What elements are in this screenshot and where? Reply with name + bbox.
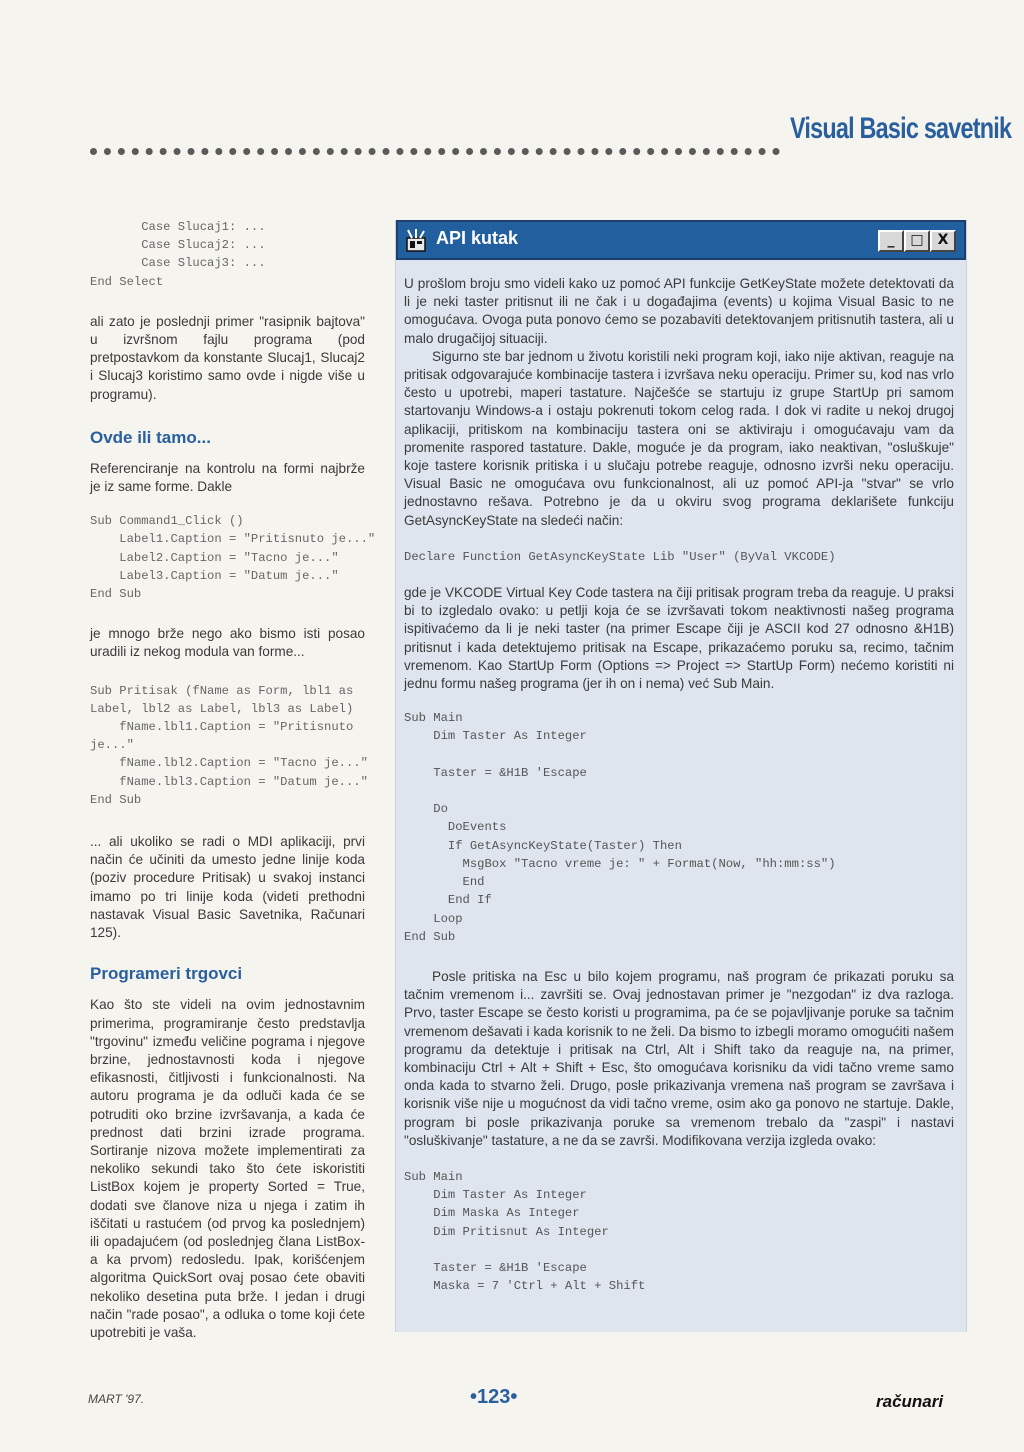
paragraph-rasipnik: ali zato je poslednji primer "rasipnik bajtova" u izvršnom fajlu programa (pod pretpostavkom da konstante Slucaj1, Slucaj2 i Slucaj3 koristimo samo ovde i nigde više u programu). xyxy=(90,313,365,402)
window-title: API kutak xyxy=(436,228,519,248)
header-title: Visual Basic savetnik xyxy=(790,112,1012,145)
heading-programeri-trgovci: Programeri trgovci xyxy=(90,964,243,984)
close-button[interactable]: X xyxy=(930,230,956,252)
paragraph-mdi: ... ali ukoliko se radi o MDI aplikaciji, prvi način će učiniti da umesto jedne linije koda (poziv procedure Pritisak) u svakoj instanci imamo po tri linije koda (videti prethodni nastavak Visual Basic Savetnika, Računari 125). xyxy=(90,834,365,941)
page-number: •123• xyxy=(470,1386,518,1408)
paragraph-getkeystate: U prošlom broju smo videli kako uz pomoć API funkcije GetKeyState možete detektovati da li je neki taster pritisnut ili ne čak i u događajima (events) u kojima Visual Basic to ne omogućava. Ovoga puta ponovo ćemo se pozabaviti detektovanjem pritisnutih tastera, ali u malo drugačijoj situaciji. xyxy=(404,276,954,346)
code-sub-main-1: Sub Main Dim Taster As Integer Taster = &H1B 'Escape Do DoEvents If GetAsyncKeyState(Taster) Then MsgBox "Tacno vreme je: " + Format(Now, "hh:mm:ss") End End If Loop End Sub xyxy=(404,711,836,944)
paragraph-referenciranje: Referenciranje na kontrolu na formi najbrže je iz same forme. Dakle xyxy=(90,460,365,495)
left-column xyxy=(90,218,376,1342)
header-dotted-rule xyxy=(90,128,780,155)
api-kutak-content xyxy=(404,275,954,1295)
paragraph-posle-pritiska: Posle pritiska na Esc u bilo kojem programu, naš program će prikazati poruku sa tačnim vremenom i... završiti se. Ovaj jednostavan primer je "nezgodan" iz dva razloga. Prvo, taster Escape se često koristi u programima, pa će se pojavljivanje poruke sa tačnim vremenom dešavati i kada korisnik to ne želi. Da bismo to izbegli moramo omogućiti našem programu da detektuje i pritisak na Ctrl, Alt i Shift tako da reaguje na, na primer, kombinaciju Ctrl + Alt + Shift + Esc, što omogućava korisniku da vidi tačno vreme samo onda kada to stvarno želi. Drugo, posle prikazivanja vremena naš program se završava i korisnik više nije u mogućnost da vidi tačno vreme, osim ako ga ponovo ne startuje. Dakle, program bi posle prikazivanja poruke sa vremenom trebalo da "zaspi" i nastavi "osluškivanje" tastature, a ne da se završi. Modifikovana verzija izgleda ovako: xyxy=(404,968,954,1148)
paragraph-trgovina: Kao što ste videli na ovim jednostavnim primerima, programiranje često predstavlja "trgovinu" između veličine pograma i njegove brzine, jednostavnosti koda i njegove efikasnosti, čitljivosti i funkcionalnosti. Na autoru programa je da odluči kada će se potruditi oko brzine izvršavanja, a kada će prednost dati brzini izrade programa. Sortiranje nizova možete implementirati za nekoliko sekundi tako što ćete iskoristiti ListBox kojem je property Sorted = True, dodati sve članove niza u njega i zatim ih iščitati u rastućem (od prvog ka poslednjem) ili opadajućem (od poslednjeg člana ListBox-a ka prvom) redosledu. Ipak, korišćenjem algoritma QuickSort ovaj posao ćete obaviti nekoliko desetina puta brže. I jedan i drugi način "rade posao", a odluka o tome koji ćete upotrebiti je vaša. xyxy=(90,997,365,1340)
maximize-button[interactable]: □ xyxy=(904,230,930,252)
computer-icon xyxy=(404,228,428,254)
paragraph-vkcode: gde je VKCODE Virtual Key Code tastera na čiji pritisak program treba da reaguje. U praksi bi to izgledalo ovako: u petlji koja će se izvršavati tokom neaktivnosti našeg programa ispitivaćemo da li je neki taster (na primer Escape čiji je ASCII kod 27 odnosno &H1B) pritisnut i kada detektujemo pritisak na Escape, prikazaćemo poruku sa, recimo, tačnim vremenom. Kao StartUp Form (Options => Project => StartUp Form) nećemo koristiti ni jednu formu našeg programa (jer ih on i nema) već Sub Main. xyxy=(404,585,954,692)
magazine-brand: računari xyxy=(876,1392,944,1411)
paragraph-mnogo-brze: je mnogo brže nego ako bismo isti posao uradili iz nekog modula van forme... xyxy=(90,626,365,660)
code-declare: Declare Function GetAsyncKeyState Lib "User" (ByVal VKCODE) xyxy=(404,549,836,564)
heading-ovde-ili-tamo: Ovde ili tamo... xyxy=(90,427,211,447)
code-block-pritisak: Sub Pritisak (fName as Form, lbl1 as Label, lbl2 as Label, lbl3 as Label) fName.lbl1.Caption = "Pritisnuto je..." fName.lbl2.Caption = "Tacno je..." fName.lbl3.Caption = "Datum je..." End Sub xyxy=(90,683,368,807)
footer-date: MART '97. xyxy=(88,1392,145,1406)
window-title-bar xyxy=(396,220,966,260)
code-block-select: Case Slucaj1: ... Case Slucaj2: ... Case Slucaj3: ... End Select xyxy=(90,220,266,289)
code-sub-main-2: Sub Main Dim Taster As Integer Dim Maska As Integer Dim Pritisnut As Integer Taster = &H1B 'Escape Maska = 7 'Ctrl + Alt + Shift xyxy=(404,1169,646,1294)
minimize-button[interactable]: _ xyxy=(878,230,904,252)
api-kutak-box xyxy=(395,220,967,1332)
code-block-command1: Sub Command1_Click () Label1.Caption = "Pritisnuto je..." Label2.Caption = "Tacno je..." Label3.Caption = "Datum je..." End Sub xyxy=(90,514,376,602)
paragraph-mapers: Sigurno ste bar jednom u životu koristili neki program koji, iako nije aktivan, reaguje na pritisak odgovarajuće kombinacije tastera i izvršava neku operaciju. Primer su, kod nas vrlo često u upotrebi, maperi tastature. Najčešće se startuju iz grupe StartUp pri samom startovanju Windows-a i ostaju pokrenuti tokom celog rada. I dok vi radite u nekoj drugoj aplikaciji, pritiskom na kombinaciju tastera oni se aktiviraju i omogućavaju vam da promenite raspored tastature. Dakle, moguće je da program, iako neaktivan, "osluškuje" koje tastere korisnik pritiska i u slučaju potrebe reaguje, odnosno izvrši neku operaciju. Visual Basic ne omogućava ovu funkcionalnost, ali uz pomoć API-ja "stvar" se vrlo jednostavno rešava. Potrebno je da u okviru svog programa deklarišete funkciju GetAsyncKeyState na sledeći način: xyxy=(404,348,954,528)
